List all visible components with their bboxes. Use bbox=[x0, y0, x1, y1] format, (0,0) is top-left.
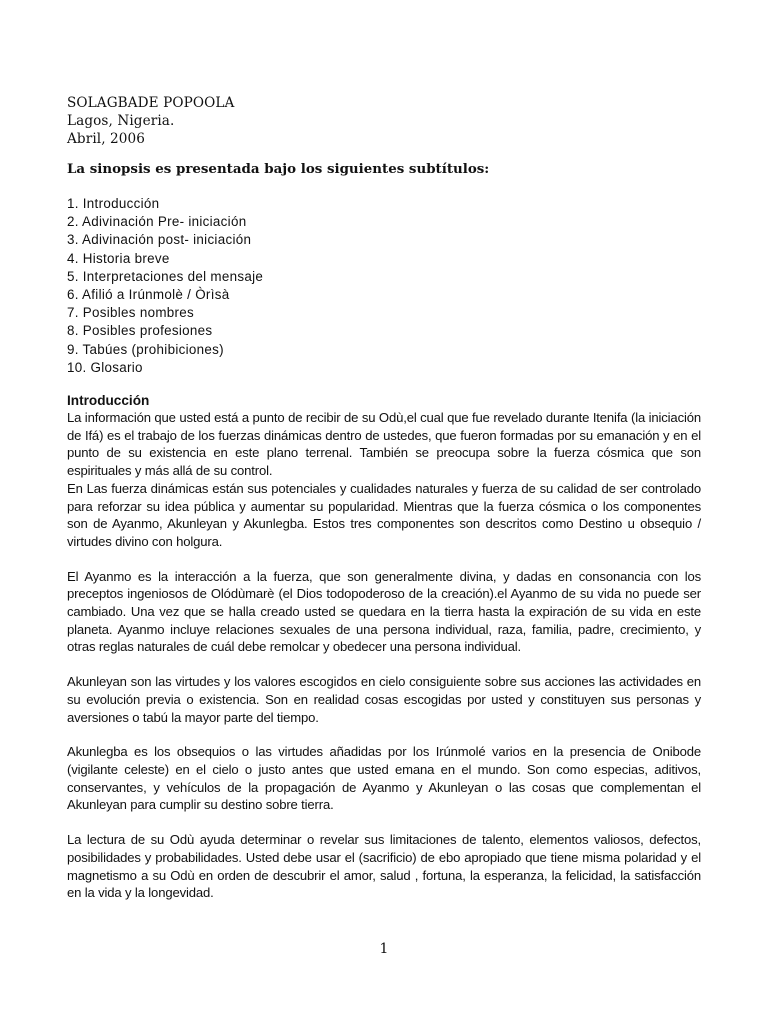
toc-item: 7. Posibles nombres bbox=[67, 305, 195, 321]
table-of-contents bbox=[67, 195, 701, 377]
paragraph: La lectura de su Odù ayuda determinar o revelar sus limitaciones de talento, elementos valiosos, defectos, posibilidades y probabilidades. Usted debe usar el (sacrificio) de ebo apropiado que tiene misma polaridad y el magnetismo a su Odù en orden de descubrir el amor, salud , fortuna, la esperanza, la felicidad, la satisfacción en la vida y la longevidad. bbox=[67, 832, 701, 901]
page-number: 1 bbox=[379, 941, 389, 957]
paragraph: Akunleyan son las virtudes y los valores escogidos en cielo consiguiente sobre sus acciones las actividades en su evolución previa o existencia. Son en realidad cosas escogidas por usted y constituyen sus personas y aversiones o tabú la mayor parte del tiempo. bbox=[67, 674, 701, 725]
paragraph-gap bbox=[67, 551, 701, 568]
toc-item: 4. Historia breve bbox=[67, 250, 170, 266]
intro-heading: Introducción bbox=[67, 393, 150, 409]
paragraph: La información que usted está a punto de recibir de su Odù,el cual que fue revelado durante Itenifa (la iniciación de Ifá) es el trabajo de los fuerzas dinámicas dentro de ustedes, que fueron formadas por su emanación y en el punto de su existencia en este plano terrenal. También se preocupa sobre la fuerza cósmica que son espirituales y más allá de su control. bbox=[67, 410, 701, 479]
paragraph-gap bbox=[67, 656, 701, 673]
date: Abril, 2006 bbox=[67, 131, 146, 147]
author-name: SOLAGBADE POPOOLA bbox=[67, 95, 235, 111]
toc-item: 5. Interpretaciones del mensaje bbox=[67, 268, 264, 284]
synopsis-heading: La sinopsis es presentada bajo los siguientes subtítulos: bbox=[67, 161, 490, 177]
paragraph: El Ayanmo es la interacción a la fuerza, que son generalmente divina, y dadas en consonancia con los preceptos ingeniosos de Olódùmarè (el Dios todopoderoso de la creación).el Ayanmo de su vida no puede ser cambiado. Una vez que se halla creado usted se quedara en la tierra hasta la expiración de su vida en este planeta. Ayanmo incluye relaciones sexuales de una persona individual, raza, familia, padre, crecimiento, y otras reglas naturales de cuál debe remolcar y obedecer una persona individual. bbox=[67, 568, 701, 655]
paragraph-gap bbox=[67, 726, 701, 743]
toc-item: 10. Glosario bbox=[67, 359, 143, 375]
toc-item: 1. Introducción bbox=[67, 196, 160, 211]
toc-item: 2. Adivinación Pre- iniciación bbox=[67, 214, 247, 230]
paragraph-gap bbox=[67, 814, 701, 831]
paragraph: En Las fuerza dinámicas están sus potenciales y cualidades naturales y fuerza de su calidad de ser controlado para reforzar su idea pública y aumentar su popularidad. Mientras que la fuerza cósmica o los componentes son de Ayanmo, Akunleyan y Akunlegba. Estos tres componentes son descritos como Destino u obsequio / virtudes divino con holgura. bbox=[67, 480, 701, 549]
toc-item: 9. Tabúes (prohibiciones) bbox=[67, 341, 224, 357]
paragraph: Akunlegba es los obsequios o las virtudes añadidas por los Irúnmolé varios en la presencia de Onibode (vigilante celeste) en el cielo o justo antes que usted emana en el mundo. Son como especias, aditivos, conservantes, y vehículos de la propagación de Ayanmo y Akunleyan o las cosas que complementan el Akunleyan para cumplir su destino sobre tierra. bbox=[67, 744, 701, 813]
toc-item: 6. Afilió a Irúnmolè / Òrìsà bbox=[67, 287, 230, 303]
location: Lagos, Nigeria. bbox=[67, 113, 175, 129]
toc-item: 8. Posibles profesiones bbox=[67, 323, 213, 339]
toc-item: 3. Adivinación post- iniciación bbox=[67, 232, 252, 248]
document-page bbox=[67, 94, 701, 902]
